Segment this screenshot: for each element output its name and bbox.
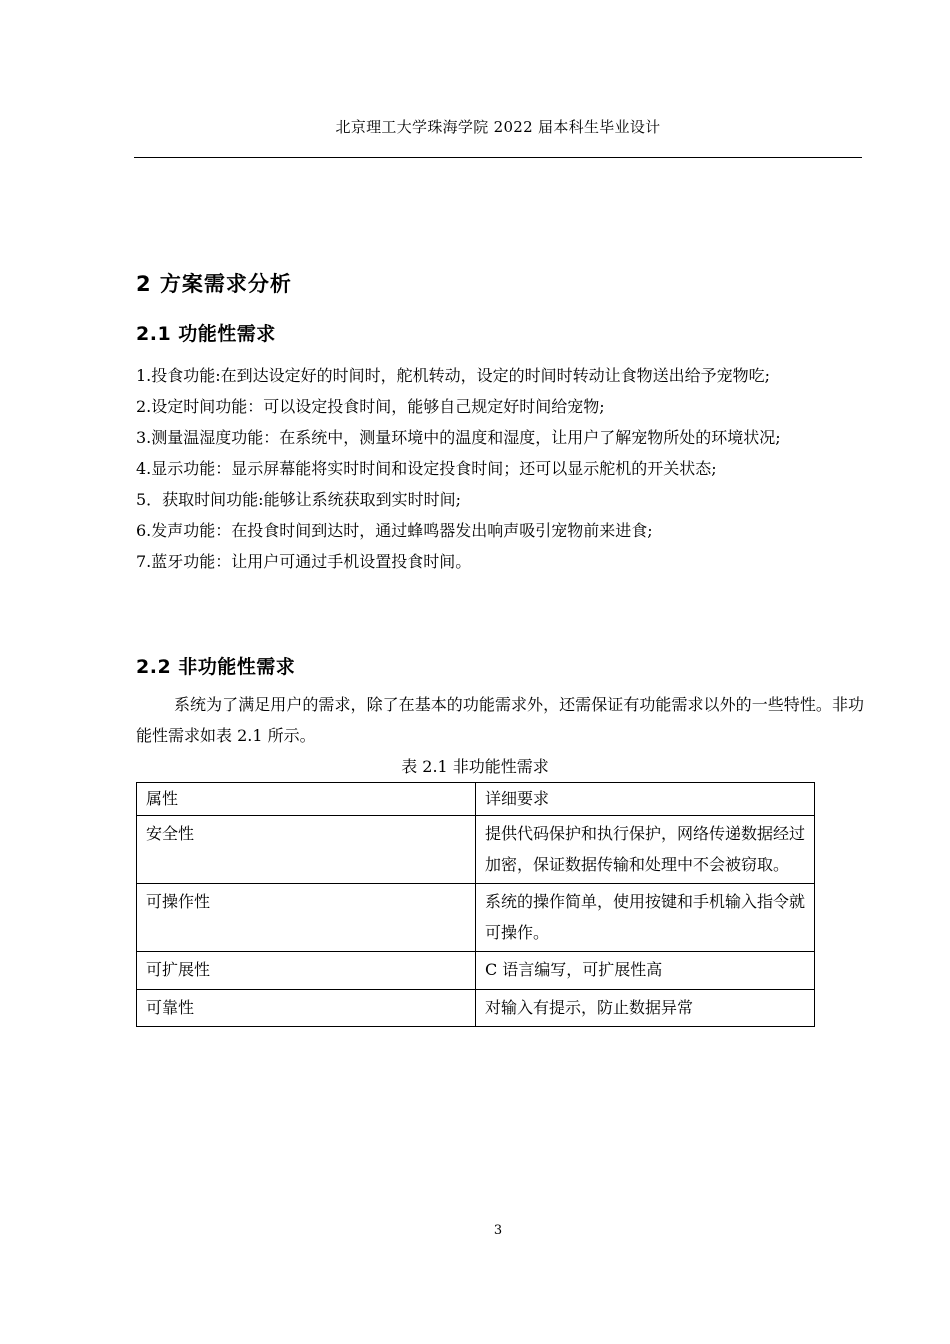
table-cell-attribute: 可扩展性 bbox=[137, 952, 476, 990]
list-item: 5．获取时间功能:能够让系统获取到实时时间; bbox=[136, 490, 461, 509]
page-header-title: 北京理工大学珠海学院 2022 届本科生毕业设计 bbox=[335, 118, 661, 136]
table-row bbox=[137, 884, 815, 952]
list-item: 7.蓝牙功能：让用户可通过手机设置投食时间。 bbox=[136, 552, 472, 571]
functional-requirements-list bbox=[136, 360, 864, 577]
table-row bbox=[137, 816, 815, 884]
list-item: 4.显示功能：显示屏幕能将实时时间和设定投食时间；还可以显示舵机的开关状态; bbox=[136, 459, 717, 478]
table-row bbox=[137, 989, 815, 1027]
table-header-cell: 属性 bbox=[137, 783, 476, 816]
table-header-cell: 详细要求 bbox=[475, 783, 814, 816]
table-cell-detail: C 语言编写，可扩展性高 bbox=[475, 952, 814, 990]
list-item: 2.设定时间功能：可以设定投食时间，能够自己规定好时间给宠物; bbox=[136, 397, 605, 416]
page-number: 3 bbox=[493, 1223, 503, 1238]
table-cell-detail: 系统的操作简单，使用按键和手机输入指令就可操作。 bbox=[475, 884, 814, 952]
list-item: 3.测量温湿度功能：在系统中，测量环境中的温度和湿度，让用户了解宠物所处的环境状况; bbox=[136, 428, 781, 447]
table-cell-detail: 对输入有提示，防止数据异常 bbox=[475, 989, 814, 1027]
header-divider bbox=[134, 157, 862, 158]
table-cell-attribute: 可操作性 bbox=[137, 884, 476, 952]
functional-requirements-heading: 2.1 功能性需求 bbox=[136, 323, 276, 345]
table-caption: 表 2.1 非功能性需求 bbox=[401, 757, 549, 776]
table-row bbox=[137, 952, 815, 990]
nonfunctional-requirements-table bbox=[136, 782, 815, 1027]
nonfunctional-intro-paragraph: 系统为了满足用户的需求，除了在基本的功能需求外，还需保证有功能需求以外的一些特性。非功能性需求如表 2.1 所示。 bbox=[136, 695, 864, 745]
table-header-row bbox=[137, 783, 815, 816]
list-item: 1.投食功能:在到达设定好的时间时，舵机转动，设定的时间时转动让食物送出给予宠物吃; bbox=[136, 366, 771, 385]
table-cell-attribute: 可靠性 bbox=[137, 989, 476, 1027]
nonfunctional-requirements-heading: 2.2 非功能性需求 bbox=[136, 656, 296, 678]
table-cell-detail: 提供代码保护和执行保护，网络传递数据经过加密，保证数据传输和处理中不会被窃取。 bbox=[475, 816, 814, 884]
chapter-heading: 2 方案需求分析 bbox=[136, 272, 292, 296]
table-cell-attribute: 安全性 bbox=[137, 816, 476, 884]
list-item: 6.发声功能：在投食时间到达时，通过蜂鸣器发出响声吸引宠物前来进食; bbox=[136, 521, 653, 540]
